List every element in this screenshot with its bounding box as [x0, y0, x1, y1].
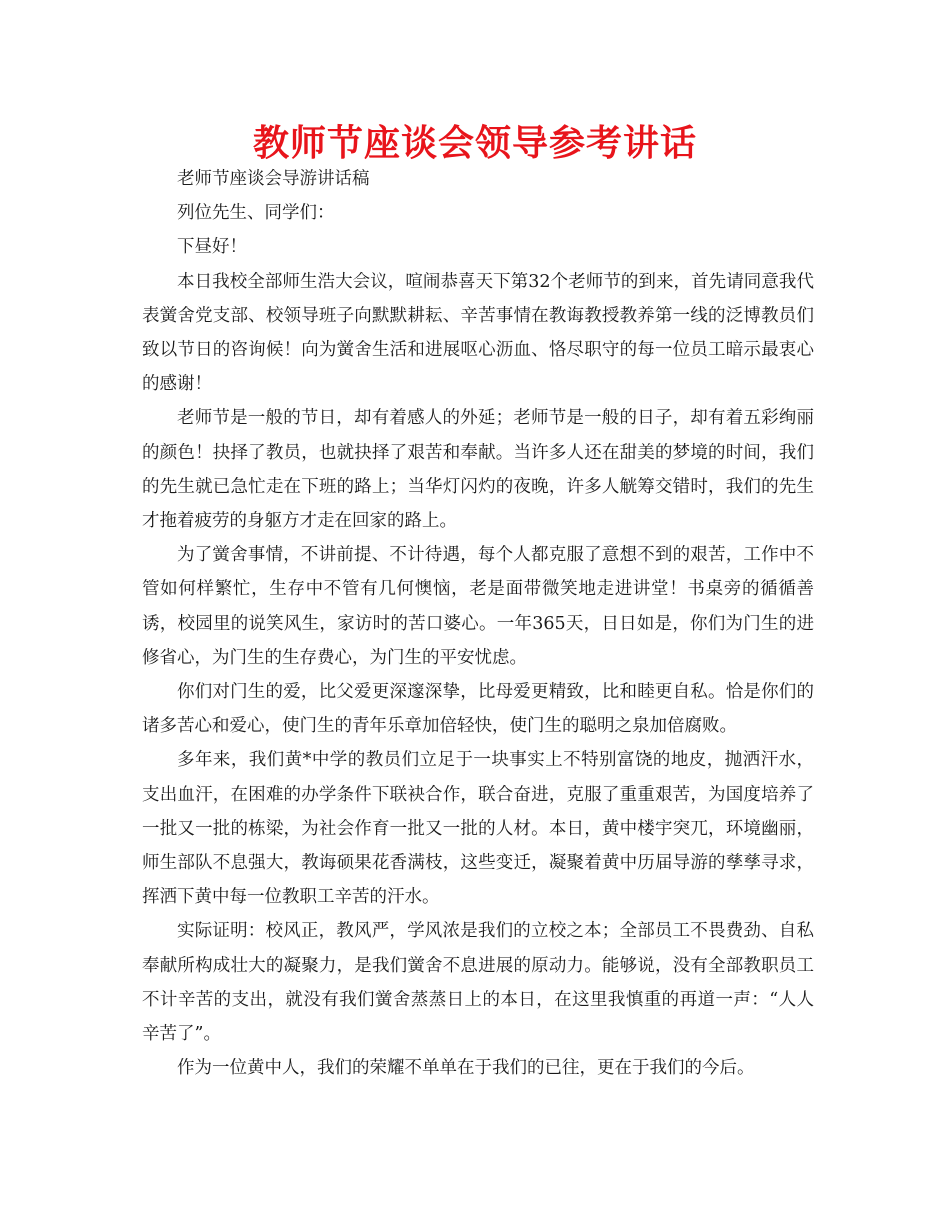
document-body — [142, 162, 814, 1085]
document-title: 教师节座谈会领导参考讲话 — [252, 123, 697, 164]
paragraph-body: 老师节是一般的节日，却有着感人的外延；老师节是一般的日子，却有着五彩绚丽的颜色！抉择了教员，也就抉择了艰苦和奉献。当许多人还在甜美的梦境的时间，我们的先生就已急忙走在下班的路上；当华灯闪灼的夜晚，许多人觥筹交错时，我们的先生才拖着疲劳的身躯方才走在回家的路上。 — [142, 408, 814, 532]
paragraph-greeting: 下昼好！ — [177, 237, 247, 258]
paragraph-body: 实际证明：校风正，教风严，学风浓是我们的立校之本；全部员工不畏费劲、自私奉献所构成壮大的凝聚力，是我们黉舍不息进展的原动力。能够说，没有全部教职员工不计辛苦的支出，就没有我们黉舍蒸蒸日上的本日，在这里我慎重的再道一声：“人人辛苦了”。 — [142, 921, 814, 1045]
paragraph-body: 你们对门生的爱，比父爱更深邃深挚，比母爱更精致，比和睦更自私。恰是你们的诸多苦心和爱心，使门生的青年乐章加倍轻快，使门生的聪明之泉加倍腐败。 — [142, 682, 814, 737]
paragraph-body: 多年来，我们黄*中学的教员们立足于一块事实上不特别富饶的地皮，抛洒汗水，支出血汗，在困难的办学条件下联袂合作，联合奋进，克服了重重艰苦，为国度培养了一批又一批的栋梁，为社会作育一批又一批的人材。本日，黄中楼宇突兀，环境幽丽，师生部队不息强大，教诲硕果花香满枝，这些变迁，凝聚着黄中历届导游的孳孳寻求，挥洒下黄中每一位教职工辛苦的汗水。 — [142, 750, 814, 908]
paragraph-closing: 作为一位黄中人，我们的荣耀不单单在于我们的已往，更在于我们的今后。 — [177, 1058, 755, 1079]
paragraph-body: 为了黉舍事情，不讲前提、不计待遇，每个人都克服了意想不到的艰苦，工作中不管如何样繁忙，生存中不管有几何懊恼，老是面带微笑地走进讲堂！书桌旁的循循善诱，校园里的说笑风生，家访时的苦口婆心。一年365天，日日如是，你们为门生的进修省心，为门生的生存费心，为门生的平安忧虑。 — [142, 545, 814, 668]
paragraph-salutation: 列位先生、同学们： — [177, 203, 335, 224]
paragraph-body: 本日我校全部师生浩大会议，喧闹恭喜天下第32个老师节的到来，首先请同意我代表黉舍党支部、校领导班子向默默耕耘、辛苦事情在教诲教授教养第一线的泛博教员们致以节日的咨询候！向为黉舍生活和进展呕心沥血、恪尽职守的每一位员工暗示最衷心的感谢！ — [142, 271, 814, 395]
paragraph-subtitle: 老师节座谈会导游讲话稿 — [177, 169, 370, 189]
